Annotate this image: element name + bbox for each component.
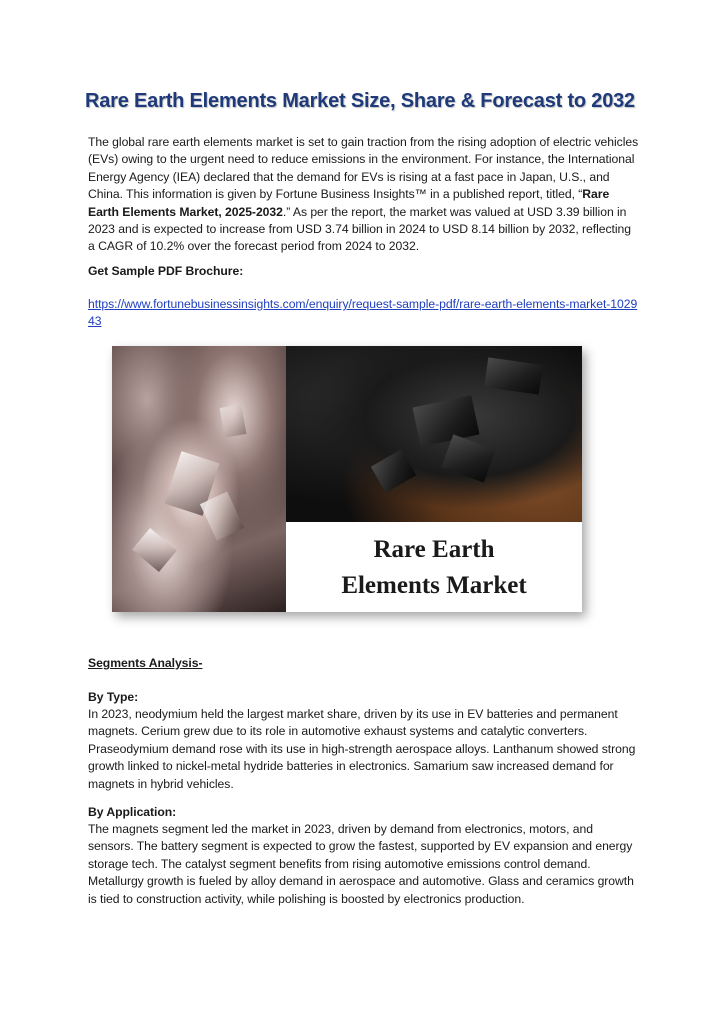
report-title: Rare Earth Elements Market, 2025-2032 — [88, 187, 610, 219]
by-type-paragraph: In 2023, neodymium held the largest market share, driven by its use in EV batteries and permanent magnets. Cerium grew due to its role in automotive exhaust systems and catalytic converters. Praseodymium demand rose with its use in high-strength aerospace alloys. Lanthanum showed strong growth linked to nickel-metal hydride batteries in electronics. Samarium saw increased demand for magnets in hybrid vehicles. — [88, 707, 636, 791]
hero-caption-line1: Rare Earth — [373, 536, 495, 563]
hero-caption — [286, 522, 582, 612]
by-application-paragraph: The magnets segment led the market in 2023, driven by demand from electronics, motors, and sensors. The battery segment is expected to grow the fastest, supported by EV expansion and energy storage tech. The catalyst segment benefits from rising automotive emissions control demand. Metallurgy growth is fueled by alloy demand in aerospace and automotive. Glass and ceramics growth is tied to construction activity, while polishing is boosted by electronics production. — [88, 822, 634, 906]
sample-brochure-link[interactable]: https://www.fortunebusinessinsights.com/enquiry/request-sample-pdf/rare-earth-elements-market-102943 — [88, 297, 638, 329]
by-application-heading: By Application: — [88, 805, 177, 819]
hero-image — [112, 346, 582, 612]
intro-text-part1: The global rare earth elements market is set to gain traction from the rising adoption of electric vehicles (EVs) owing to the urgent need to reduce emissions in the environment. For instance, the International Energy Agency (IEA) declared that the demand for EVs is rising at a fast pace in Japan, U.S., and China. This information is given by Fortune Business Insights™ in a published report, titled, “ — [88, 135, 639, 202]
sample-brochure-label: Get Sample PDF Brochure: — [88, 264, 244, 278]
hero-caption-line2: Elements Market — [341, 572, 527, 599]
page-title: Rare Earth Elements Market Size, Share & Forecast to 2032 — [85, 90, 635, 112]
by-type-heading: By Type: — [88, 690, 139, 704]
crystal-photo — [112, 346, 286, 612]
intro-paragraph — [88, 134, 640, 256]
segments-heading: Segments Analysis- — [88, 656, 203, 670]
black-ore-photo — [286, 346, 582, 522]
intro-text-part2: .” As per the report, the market was valued at USD 3.39 billion in 2023 and is expected to increase from USD 3.74 billion in 2024 to USD 8.14 billion by 2032, reflecting a CAGR of 10.2% over the forecast period from 2024 to 2032. — [88, 204, 631, 254]
